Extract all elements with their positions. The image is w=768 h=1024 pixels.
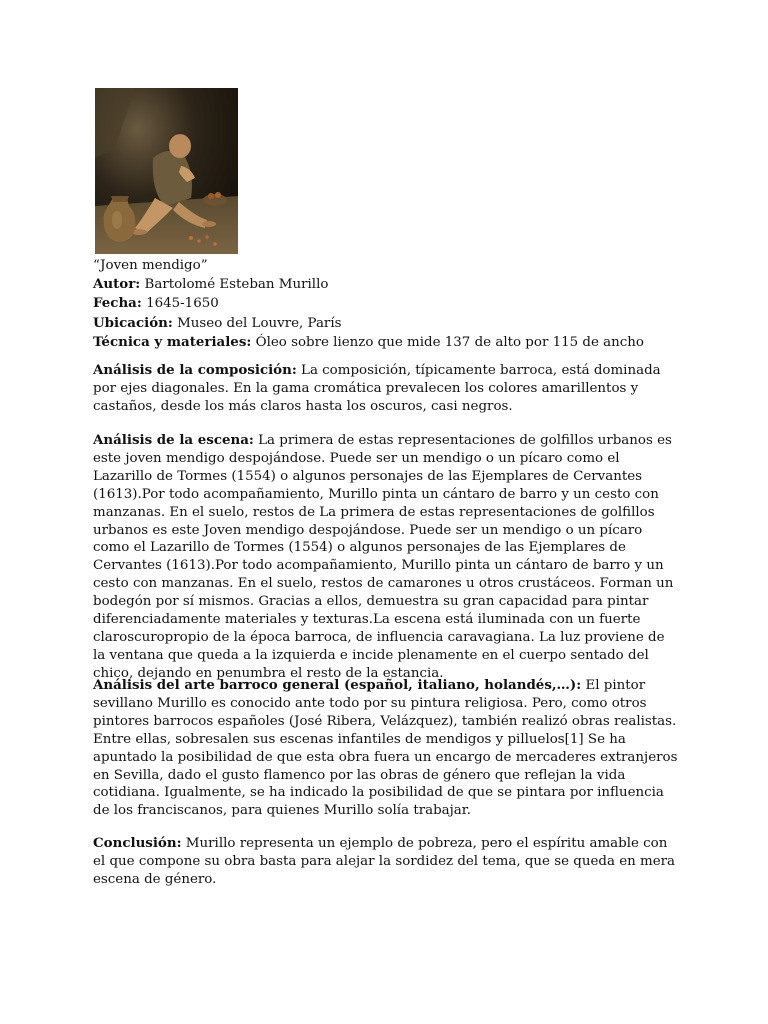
scene-analysis	[93, 432, 678, 683]
scene-text: La primera de estas representaciones de golfillos urbanos es este joven mendigo despojándose. Puede ser un mendigo o un pícaro como el Lazarillo de Tormes (1554) o algunos personajes de las Ejemplares de Cervantes (1613).Por todo acompañamiento, Murillo pinta un cántaro de barro y un cesto con manzanas. En el suelo, restos de La primera de estas representaciones de golfillos urbanos es este Joven mendigo despojándose. Puede ser un mendigo o un pícaro como el Lazarillo de Tormes (1554) o algunos personajes de las Ejemplares de Cervantes (1613).Por todo acompañamiento, Murillo pinta un cántaro de barro y un cesto con manzanas. En el suelo, restos de camarones u otros crustáceos. Forman un bodegón por sí mismos. Gracias a ellos, demuestra su gran capacidad para pintar diferenciadamente materiales y texturas.La escena está iluminada con un fuerte claroscuropropio de la época barroca, de influencia caravagiana. La luz proviene de la ventana que queda a la izquierda e incide plenamente en el cuerpo sentado del chico, dejando en penumbra el resto de la estancia.	[93, 433, 674, 681]
artwork-title: “Joven mendigo”	[93, 258, 208, 273]
location-line	[93, 314, 693, 333]
baroque-art-analysis	[93, 677, 678, 820]
artwork-metadata	[93, 257, 693, 352]
date-label: Fecha:	[93, 295, 142, 312]
conclusion-text: Murillo representa un ejemplo de pobreza, pero el espíritu amable con el que compone su obra basta para alejar la sordidez del tema, que se queda en mera escena de género.	[93, 836, 676, 887]
date-value: 1645-1650	[141, 296, 219, 312]
technique-line	[93, 333, 693, 352]
location-value: Museo del Louvre, París	[172, 315, 342, 331]
conclusion	[93, 835, 678, 889]
location-label: Ubicación:	[93, 314, 173, 331]
composition-label: Análisis de la composición:	[93, 362, 297, 378]
author-value: Bartolomé Esteban Murillo	[140, 277, 329, 293]
painting-image	[95, 88, 238, 254]
technique-value: Óleo sobre lienzo que mide 137 de alto por 115 de ancho	[251, 334, 644, 350]
baroque-art-text: El pintor sevillano Murillo es conocido ante todo por su pintura religiosa. Pero, como otros pintores barrocos españoles (José Ribera, Velázquez), también realizó obras realistas. Entre ellas, sobresalen sus escenas infantiles de mendigos y pilluelos[1] Se ha apuntado la posibilidad de que esta obra fuera un encargo de mercaderes extranjeros en Sevilla, dado el gusto flamenco por las obras de género que reflejan la vida cotidiana. Igualmente, se ha indicado la posibilidad de que se pintara por influencia de los franciscanos, para quienes Murillo solía trabajar.	[93, 678, 678, 819]
composition-text: La composición, típicamente barroca, está dominada por ejes diagonales. En la gama cromática prevalecen los colores amarillentos y castaños, desde los más claros hasta los oscuros, casi negros.	[93, 363, 661, 414]
conclusion-label: Conclusión:	[93, 835, 182, 851]
date-line	[93, 294, 693, 313]
painting-young-beggar-icon	[95, 88, 238, 254]
scene-label: Análisis de la escena:	[93, 432, 254, 448]
composition-analysis	[93, 362, 678, 416]
author-label: Autor:	[93, 276, 141, 293]
technique-label: Técnica y materiales:	[93, 333, 252, 350]
author-line	[93, 275, 693, 294]
baroque-art-label: Análisis del arte barroco general (español, italiano, holandés,…):	[93, 677, 582, 693]
